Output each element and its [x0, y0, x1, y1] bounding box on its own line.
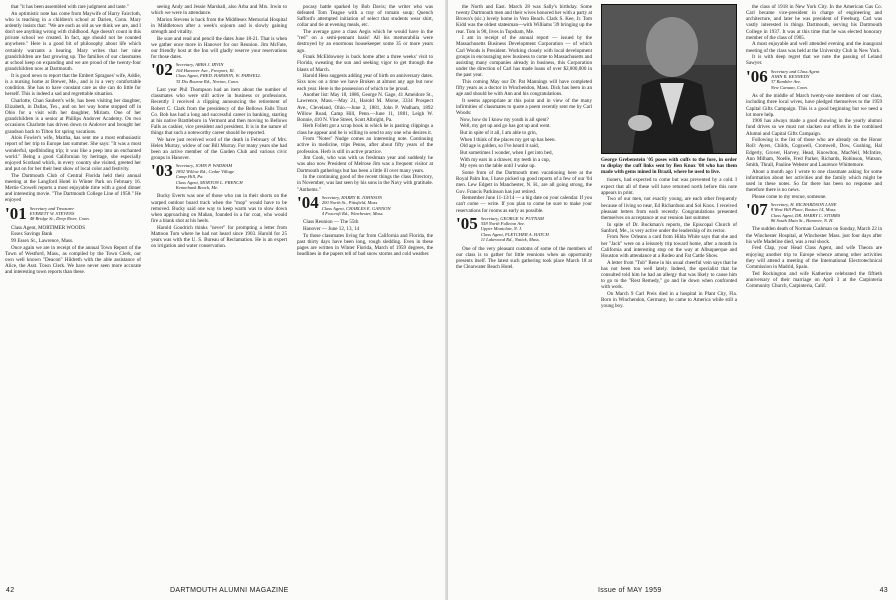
paragraph: that "it has been assembled with rare judgment and taste." — [11, 4, 129, 10]
paragraph: A letter from "Tub" Rene in his usual cheerful vein says that he has not been too well lately. Indeed, the specialist that he consulted told him he had an allergy that was likely to cause him to go to the "Rest Remedy," go and lie down when confronted with work. — [601, 259, 737, 291]
right-col1-paragraphs — [456, 4, 592, 116]
paragraph: It seems appropriate at this point and in view of the many infirmities of classmates to quote a poem recently sent me by Carl Woods: — [456, 97, 592, 117]
class-header-1904 — [297, 192, 433, 217]
paragraph: When I think of the places my get up has been. — [460, 136, 556, 143]
paragraph: Bucky Everts was one of those who ran in their shorts on the warped outdoor board track when the "mop" would have to be removed. Bucky said one way to keep warm was to slow down when approaching on Mahan, founded in a fur coat, who would fire a blank shot at his heels. — [151, 193, 287, 225]
paragraph: From New Orleans a card from Hilda White says that she and her "Jack" were on a leisurely trip toward home, after a month in California and interesting stop on the way at Albuquerque and Houston with attendance at a Rodeo and Fat Cattle Show. — [601, 234, 737, 259]
class-year: '03 — [151, 161, 173, 181]
photo-cufflinks — [601, 4, 737, 154]
paragraph: Well, my get up and go has got up and went. — [460, 123, 551, 130]
paragraph: the North and East. March 28 was Sally's birthday. Some twenty Dartmouth men and their wives honored her with a party at Brown's (sic.) lovely home in Vero Beach. Clark S. Kee, Jr. Tom Kidd was the oldest statesman—with Williams '39 bringing up the rear. Tom is 98, lives in Topsham, Me. — [456, 4, 592, 35]
paragraph: Essex Savings Bank — [11, 231, 53, 238]
paragraph: But sometimes I wonder, when I get into bed, — [460, 150, 553, 157]
paragraph: seeing Andy and Jessie Marshall, also Arba and Mrs. Irwin to which we were in attendance. — [151, 4, 287, 17]
paragraph: Following is the list of those who are already on the Honor Roll: Ayers, Childs, Cogswell, Cromwell, Dow, Gushing, Hal Edgerly, Grover, Harvey, Head, Knowlton, MacNeil, McIntire, Ann Milham, Noelle, Fred Parker, Richards, Robinson, Watson, Smith, Thrall, Pauline Webster and Laurence Whittemore. — [746, 137, 882, 168]
right-column-1 — [456, 4, 592, 584]
paragraph: Harold Hess suggests adding year of birth on anniversary dates. Sixs now on a time we have Broken at almost any age but now each year. Here is the possession of which to be proud. — [297, 73, 433, 92]
paragraph: 1906 has always made a good showing in the yearly alumni fund drives so we must not slacken our efforts in the combined Alumni and Capital Gifts Campaign. — [746, 118, 882, 137]
class-officers: Secretary, GEORGE W. PUTNAM 558 North Fulleton Ave. Upper Montclair, N. J. Class Agent, FLETCHER A. HATCH 11 Lakewood Rd., Natick, Mass. — [480, 215, 549, 243]
right-col1-tail — [456, 170, 592, 214]
paragraph: Class Agent, MORTIMER WOODS — [11, 224, 86, 231]
left-column-3 — [297, 4, 433, 584]
class-header-1902 — [151, 62, 287, 84]
paragraph: Fred Clap, your Head Class Agent, and wife Theora are enjoying another trip to Europe whence among other activities they will attend a meeting of the International Electrotechnical Commission in Madrid, Spain. — [746, 245, 882, 270]
paragraph: Class Reunion — The 55th — [303, 219, 359, 226]
paragraph: pocasy battle sparked by Bob Davis; the writer who was defeated Tom Teague with a tray of tomato soup; Quench Safford's attempted initiation of select that students wear shirt, collar and tie at evening meals, etc. — [297, 4, 433, 29]
class-officers: Secretary, JOHN P. WADHAM 1892 Willow Rd., Cedar Village Camp Hill, Pa. Class Agent, MORTON L. FRENCH Kennebunk Beach, Me. — [175, 163, 243, 191]
page-number: 42 — [6, 587, 15, 594]
paragraph: Hanover — June 12, 13, 14 — [303, 225, 360, 232]
left-col2-paragraphs — [151, 4, 287, 60]
page-number: 43 — [879, 587, 888, 594]
left-column-2 — [151, 4, 287, 584]
paragraph: It is with deep regret that we note the passing of Leland Sawyer. — [746, 54, 882, 67]
paragraph: A most enjoyable and well attended evening and the inaugural meeting of the class was held at the University Club in New York. — [746, 41, 882, 54]
left-col3-tail — [297, 219, 433, 257]
paragraph: My eyes on the table until I wake up. — [460, 163, 536, 170]
paragraph: Once again we are in receipt of the annual Town Report of the Town of Westford, Mass., as compiled by the Town Clerk, our own well known "Deacon" Hildreth with the able assistance of Alice, the Asst. Town Clerk. We have never seen more accurate and interesting town reports than these. — [5, 244, 141, 276]
class-year: '01 — [5, 203, 27, 223]
paragraph: Alois Fowler's wife, Martha, has sent me a most enthusiastic report of her trip to Europe last summer. She says: "It was a most wonderful, spellbinding trip; it was like a peep into an enchanted world." Being a good Californian by heritage, she especially enjoyed Scotland which, in every country she visited, greeted her and put on for her their best show of local color and festivity. — [5, 135, 141, 173]
class-year: '06 — [746, 66, 768, 86]
paragraph: Jim Cook, who was with us freshman year and suddenly he was also now President of Melrose Jim was a frequent visitor at Dartmouth gatherings but has been a little ill over many years. — [297, 155, 433, 174]
paragraph: On March 9 Carl Preis died in a hospital in Plant City, Fla. Born in Winchendon, Germany, he came to America while still a young boy. — [601, 290, 737, 310]
paragraph: Charlotte, Chan Saubert's wife, has been visiting her daughter, Elizabeth, in Dallas, Tex., and on her way home stopped off in Ohio for a visit with her daughter, Miriam. One of her grandchildren is a senior at Phillips Andover Academy. On two occasions Charlotte has driven down to Andover and brought her grandson back to Tilton for spring vacations. — [5, 97, 141, 135]
paragraph: From "Notes" Nudge comes an interesting note. Continuing active in medicine, trips Penns, after about fifty years of the profession. Herb is still in active practice. — [297, 136, 433, 155]
class-header-1901 — [5, 203, 141, 223]
paragraph: Now, how do I know my youth is all spent? — [460, 116, 549, 123]
paragraph: Please come to my rescue, someone. — [752, 193, 827, 200]
paragraph: It is good news to report that the Embert Spragues' wife, Addie, is a nursing home at Brewer, Me., and is in a very comfortable condition. She has to have constant care as she can do little for herself. This is indeed a sad and regrettable situation. — [5, 72, 141, 98]
paragraph: In the continuing good of the recent things the class Directory, in November, was last seen by his sons in the Navy with gratitude. "Anthems." — [297, 174, 433, 193]
poem — [456, 117, 592, 170]
right-col3-mid — [746, 93, 882, 200]
class-year: '02 — [151, 60, 173, 80]
paragraph: Frank McEldowney is back home after a three weeks' visit to Florida, sweating the sun and seeking vigor to get through the blasts of March. — [297, 54, 433, 73]
right-column-2 — [601, 4, 737, 584]
left-column-1 — [5, 4, 141, 584]
class-header-1903 — [151, 163, 287, 190]
left-col3-paragraphs — [297, 4, 433, 193]
paragraph: Ted Rockington and wife Katherine celebrated the fiftieth anniversary of their marriage on April 3 at the Carpinteria Community Church, Carpinteria, Calif. — [746, 270, 882, 289]
paragraph: To those classmates living far from California and Florida, the past thirty days have been long, rough sledding. Even in these pages are written in Winter Florida, March of 1959 degrees, the headlines in the papers tell of bad snow storms and cold weather. — [297, 232, 433, 258]
right-page — [448, 0, 896, 600]
left-col1-paragraphs — [5, 4, 141, 204]
class-header-1905 — [456, 213, 592, 243]
paragraph: I am in receipt of the annual report — issued by the Massachusetts Business Development Corporation — of which Carl Woods is President. Working closely with local development groups in encouraging new business to come to Massachusetts and assisting many companies already in business, this Corporation under the direction of Carl has made loans of over $2,000,000 in the past year. — [456, 35, 592, 79]
paragraph: The Dartmouth Club of Central Florida held their annual meeting at the Langford Hotel in Winter Park on February 16. Mertie Crowell reports a most enjoyable time with a good dinner and interesting movie. "The Dartmouth College Line of 1958." He enjoyed — [5, 172, 141, 204]
left-col2-mid — [151, 87, 287, 161]
class-officers: Secretary and Class Agent JOHN R. KENNEDY 37 Rambler Ave. New Canaan, Conn. — [770, 68, 820, 90]
paragraph: One of the very pleasant customs of some of the members of our class is to gather for little reunions when an opportunity presents itself. The latest such gathering took place March 18 at the Clearwater Beach Hotel. — [456, 245, 592, 271]
class-header-1906 — [746, 66, 882, 91]
class-officers: Secretary, HARRY B. JOHNSON 200 North St., Pittsfield, Mass Class Agent, CHARLES E. GANNON 4 Foxcroft Rd., Winchester, Mass. — [321, 194, 391, 216]
paragraph: the class of 1918 in New York City. In the American Gas Co. Carl became vice-president in charge of engineering and architecture, and later he was president of Freeburg. Carl was vastly interested in things Dartmouth, serving his Dartmouth College in 1937. It was at this time that he was elected honorary member of the class of 1905. — [746, 4, 882, 41]
paragraph: 99 Essex St., Lawrence, Mass. — [11, 238, 74, 245]
paragraph: Harold Goodrich thinks "never" for prompting a letter from Mattoon Tom where he had not heard since 1903. Harold for 25 years was with the U. S. Bureau of Reclamation. He is an expert on irrigation and water conservation. — [151, 224, 287, 250]
class-year: '07 — [746, 199, 768, 219]
paragraph: Remember June 11-13/14 — a big date on your calendar. If you can't come — write. If you plan to come be sure to make your reservations for rooms as early as possible. — [456, 195, 592, 214]
paragraph: Be sure and read and pencil the dates June 18-21. That is when we gather once more in Hanover for our Reunion. Jim McFate, our friendly host at the Inn will gladly reserve your reservations for those dates. — [151, 35, 287, 61]
paragraph: The average gave a class Aegis which he would have in the "red" on a semi-pennant basis! All his memorabilia were destroyed by an enormous housekeeper some 35 or more years ago. — [297, 29, 433, 54]
right-column-3 — [746, 4, 882, 584]
paragraph: Another list: May 18, 1886, George N. Gage, 41 Ameidore St., Lawrence, Mass.—May 21, Harold M. Morse, 3334 Prospect Ave., Cleveland, Ohio.—June 2, 1881, John P. Wadham, 1892 Willow Road, Camp Hill, Penn.—June 11, 1881, Leigh W. Bonnie, 410 N. Vine Street, Scott Albright, Pa. — [297, 92, 433, 123]
class-officers: Secretary and Treasurer EVERETT W. STEVENS 48 Bridge St., Deep River, Conn. — [29, 205, 90, 222]
right-col1-tail2 — [456, 246, 592, 271]
paragraph: We have just received word of the death in February of Mrs. Helen Murray, widow of our Bill Murray. For many years she had been an active member of the Garden Club and various civic groups in Hanover. — [151, 136, 287, 162]
paragraph: Old age is golden, so I've heard it said, — [460, 143, 540, 150]
paragraph: Herb Follett got a scrap book in which he is pasting clippings a class he appear and be is willing to send to any one who desires it. — [297, 123, 433, 136]
paragraph: In spite of Dr. Buckman's reports, the Episcopal Church of Sanford, Me., is very active under the leadership of its rector. — [601, 221, 737, 234]
paragraph: But in spite of it all, I am able to grin, — [460, 130, 537, 137]
class-year: '04 — [297, 192, 319, 212]
paragraph: Some from of the Dartmouth men vacationing here at the Royal Palm Inn, I have picked up good reports of a few of our '04 men. Lew Edgett in Manchester, N. H., are all going strong, the Gov. Francis Parkinson has just retired. — [456, 170, 592, 195]
paragraph: The sudden death of Norman Cushman on Sunday, March 22 in the Winchester Hospital, at Winchester Mass. just four days after his wife Madeline died, was a real shock. — [746, 226, 882, 245]
class-year: '05 — [456, 213, 478, 233]
right-col3-paragraphs — [746, 4, 882, 67]
right-col3-tail — [746, 226, 882, 289]
paragraph: An optimistic note has come from Maywife of Harry Faircloth, who is teaching in a children's school at Darien, Conn. Mary ardently insists that: "We are each as old as we think we are, and I don't see anything wrong with childhood. Age doesn't count in this private school we created. In fact, age should not be counted anywhere." Here is a good bit of philosophy about life which certainly warrants a hearing. Mary writes that her nine grandchildren are fast growing up. The families of our classmates at school keep on expanding and we are proud of the twenty-four grandchildren now at Dartmouth. — [5, 10, 141, 73]
right-col2-paragraphs — [601, 177, 737, 309]
paragraph: This coming May our Dr. Pat Mannings will have completed fifty years as a doctor in Winchendon, Mass. Dick has been in an age and should be with Ann and his congratulations. — [456, 78, 592, 98]
left-col2-tail — [151, 193, 287, 249]
magazine-title: DARTMOUTH ALUMNI MAGAZINE — [170, 587, 289, 594]
paragraph: Marion Stevens is back from the Middlesex Memorial Hospital in Middletown after a week's sojourn and is slowly gaining strength and vitality. — [151, 16, 287, 36]
paragraph: About a month ago I wrote to one classmate asking for some information about her activities and the family which might be used in these notes. So far there has been no response and therefore there is no news. — [746, 168, 882, 194]
paragraph: As of the middle of March twenty-one members of our class, including three local wives, have pledged themselves to the 1959 Capital Gifts Campaign. This is a good beginning but we need a lot more help. — [746, 93, 882, 118]
photo-image — [602, 5, 736, 153]
issue-date: Issue of MAY 1959 — [598, 587, 662, 594]
paragraph: Two of our men, not exactly young, are each other frequently because of living so near, Ed Richardson and Sol Knox. I received pleasant letters from each recently. Congratulations presented themselves on acceptance at our reunion last summer. — [601, 196, 737, 221]
paragraph: Last year Phil Thompson had an item about the number of classmates who were still active in business or professions. Recently I received a clipping announcing the retirement of Robert C. Clark from the presidency of the Bellows Falls Trust Co. Bob has had a long and successful career in banking, starting at his native Brattleboro in Vermont and then moving to Bellows Falls as cashier, vice president and president. It is in the nature of things that such a noteworthy career should be reported. — [151, 87, 287, 137]
photo-caption: George Grebenstein '05 poses with cuffs to the fore, in order to display the cuff links sent by Ben Knox '08 who has them made with gems mined in Brazil, where he used to live. — [601, 157, 737, 176]
paragraph: With my ears in a drawer, my teeth in a cup, — [460, 156, 551, 163]
class-officers: Secretary, ARBA J. IRVIN 104 Hanover Ave., Freeport, Ill. Class Agent, FRED. HARMON, W. FARWELL 35 Dix Bourne Rd., Norton, Conn. — [175, 62, 261, 84]
left-col1-tail — [5, 225, 141, 276]
class-officers: Secretary, H. RICHARDSON LANE 8 West Hill Place, Boston 14, Mass. Class Agent, DR. HARRY C. STORRS 86 South Main St., Hanover, N. H. — [770, 201, 841, 224]
class-header-1907 — [746, 199, 882, 224]
paragraph: tioners, had expected to come but was prevented by a cold. I expect that all of these will have returned north before this note appears in print. — [601, 177, 737, 196]
